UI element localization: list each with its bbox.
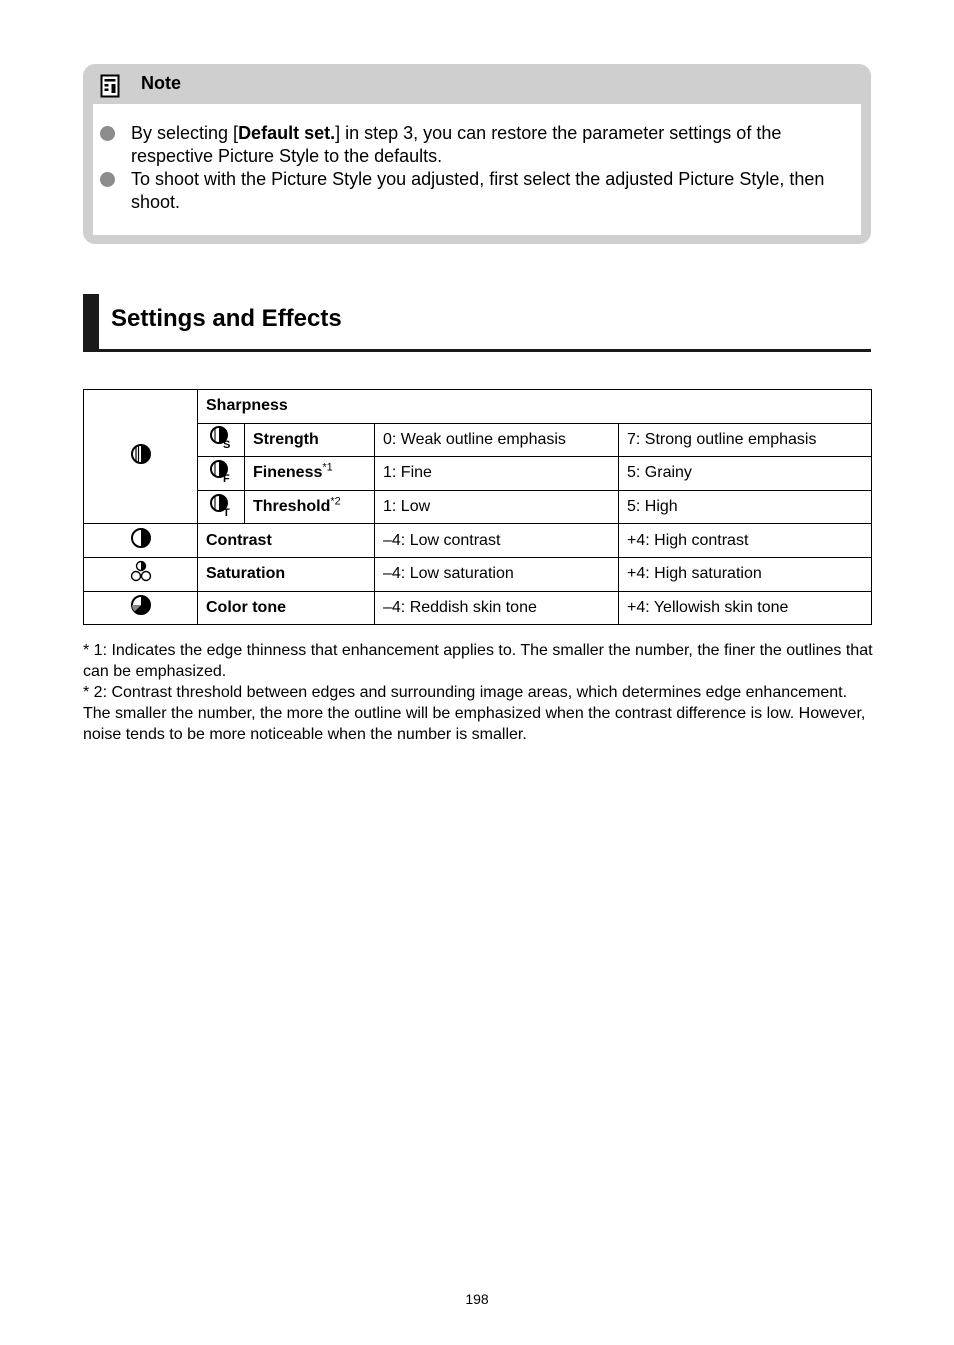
table-row [84, 390, 872, 424]
color-tone-low: –4: Reddish skin tone [375, 591, 619, 625]
section-underline [83, 349, 871, 352]
fineness-low: 1: Fine [375, 457, 619, 491]
svg-text:S: S [223, 439, 231, 450]
note-item-text [131, 122, 841, 168]
strength-icon [209, 425, 233, 449]
sharpness-icon [130, 443, 152, 465]
saturation-label: Saturation [198, 557, 375, 591]
table-row [84, 557, 872, 591]
note-body [93, 104, 861, 235]
strength-label [245, 423, 375, 457]
fineness-high: 5: Grainy [619, 457, 872, 491]
note-title: Note [141, 73, 181, 93]
color-tone-high: +4: Yellowish skin tone [619, 591, 872, 625]
svg-text:T: T [223, 506, 230, 517]
table-row [84, 524, 872, 558]
strength-high: 7: Strong outline emphasis [619, 423, 872, 457]
table-row [84, 457, 872, 491]
footnote-2: * 2: Contrast threshold between edges and surrounding image areas, which determines edge enhancement. The smaller the number, the more the outline will be emphasized when the contrast difference is low. However, noise tends to be more noticeable when the number is smaller. [83, 684, 866, 743]
color-tone-label: Color tone [198, 591, 375, 625]
saturation-icon-cell [84, 557, 198, 591]
strength-icon-cell [198, 423, 245, 457]
threshold-footnote-ref: *2 [330, 495, 341, 508]
contrast-icon [130, 527, 152, 549]
contrast-high: +4: High contrast [619, 524, 872, 558]
contrast-icon-cell [84, 524, 198, 558]
note-item-bold: Default set. [238, 123, 336, 143]
note-item-suffix: ] in step 3, you can restore the parameter settings of the respective Picture Style to the defaults. [131, 123, 782, 166]
svg-text:F: F [223, 472, 230, 483]
strength-low: 0: Weak outline emphasis [375, 423, 619, 457]
contrast-label: Contrast [198, 524, 375, 558]
bullet-icon [100, 126, 115, 141]
fineness-icon-cell [198, 457, 245, 491]
table-row [84, 591, 872, 625]
section-marker [83, 294, 99, 352]
fineness-label-text: Fineness [253, 464, 323, 482]
saturation-low: –4: Low saturation [375, 557, 619, 591]
sharpness-icon-cell [84, 390, 198, 524]
table-row [84, 423, 872, 457]
threshold-label [245, 490, 375, 524]
saturation-high: +4: High saturation [619, 557, 872, 591]
note-item-text: To shoot with the Picture Style you adjusted, first select the adjusted Picture Style, then shoot. [131, 169, 825, 212]
note-item-prefix: By selecting [ [131, 123, 239, 143]
fineness-label [245, 457, 375, 491]
threshold-label-text: Threshold [253, 498, 331, 516]
settings-table [83, 389, 872, 625]
threshold-high: 5: High [619, 490, 872, 524]
note-header [83, 64, 871, 104]
page-number: 198 [465, 1291, 489, 1307]
color-tone-icon-cell [84, 591, 198, 625]
sharpness-label: Sharpness [198, 390, 872, 424]
section-title: Settings and Effects [111, 305, 342, 332]
threshold-icon [209, 493, 233, 517]
strength-label-text: Strength [253, 430, 319, 448]
fineness-footnote-ref: *1 [322, 462, 333, 475]
fineness-icon [209, 459, 233, 483]
contrast-low: –4: Low contrast [375, 524, 619, 558]
color-tone-icon [130, 594, 152, 616]
footnote-1: * 1: Indicates the edge thinness that enhancement applies to. The smaller the number, the finer the outlines that can be emphasized. [83, 642, 873, 680]
note-box [83, 64, 871, 244]
saturation-icon [129, 560, 153, 584]
footnotes [83, 640, 873, 745]
note-icon [100, 74, 120, 98]
table-row [84, 490, 872, 524]
threshold-icon-cell [198, 490, 245, 524]
threshold-low: 1: Low [375, 490, 619, 524]
bullet-icon [100, 172, 115, 187]
